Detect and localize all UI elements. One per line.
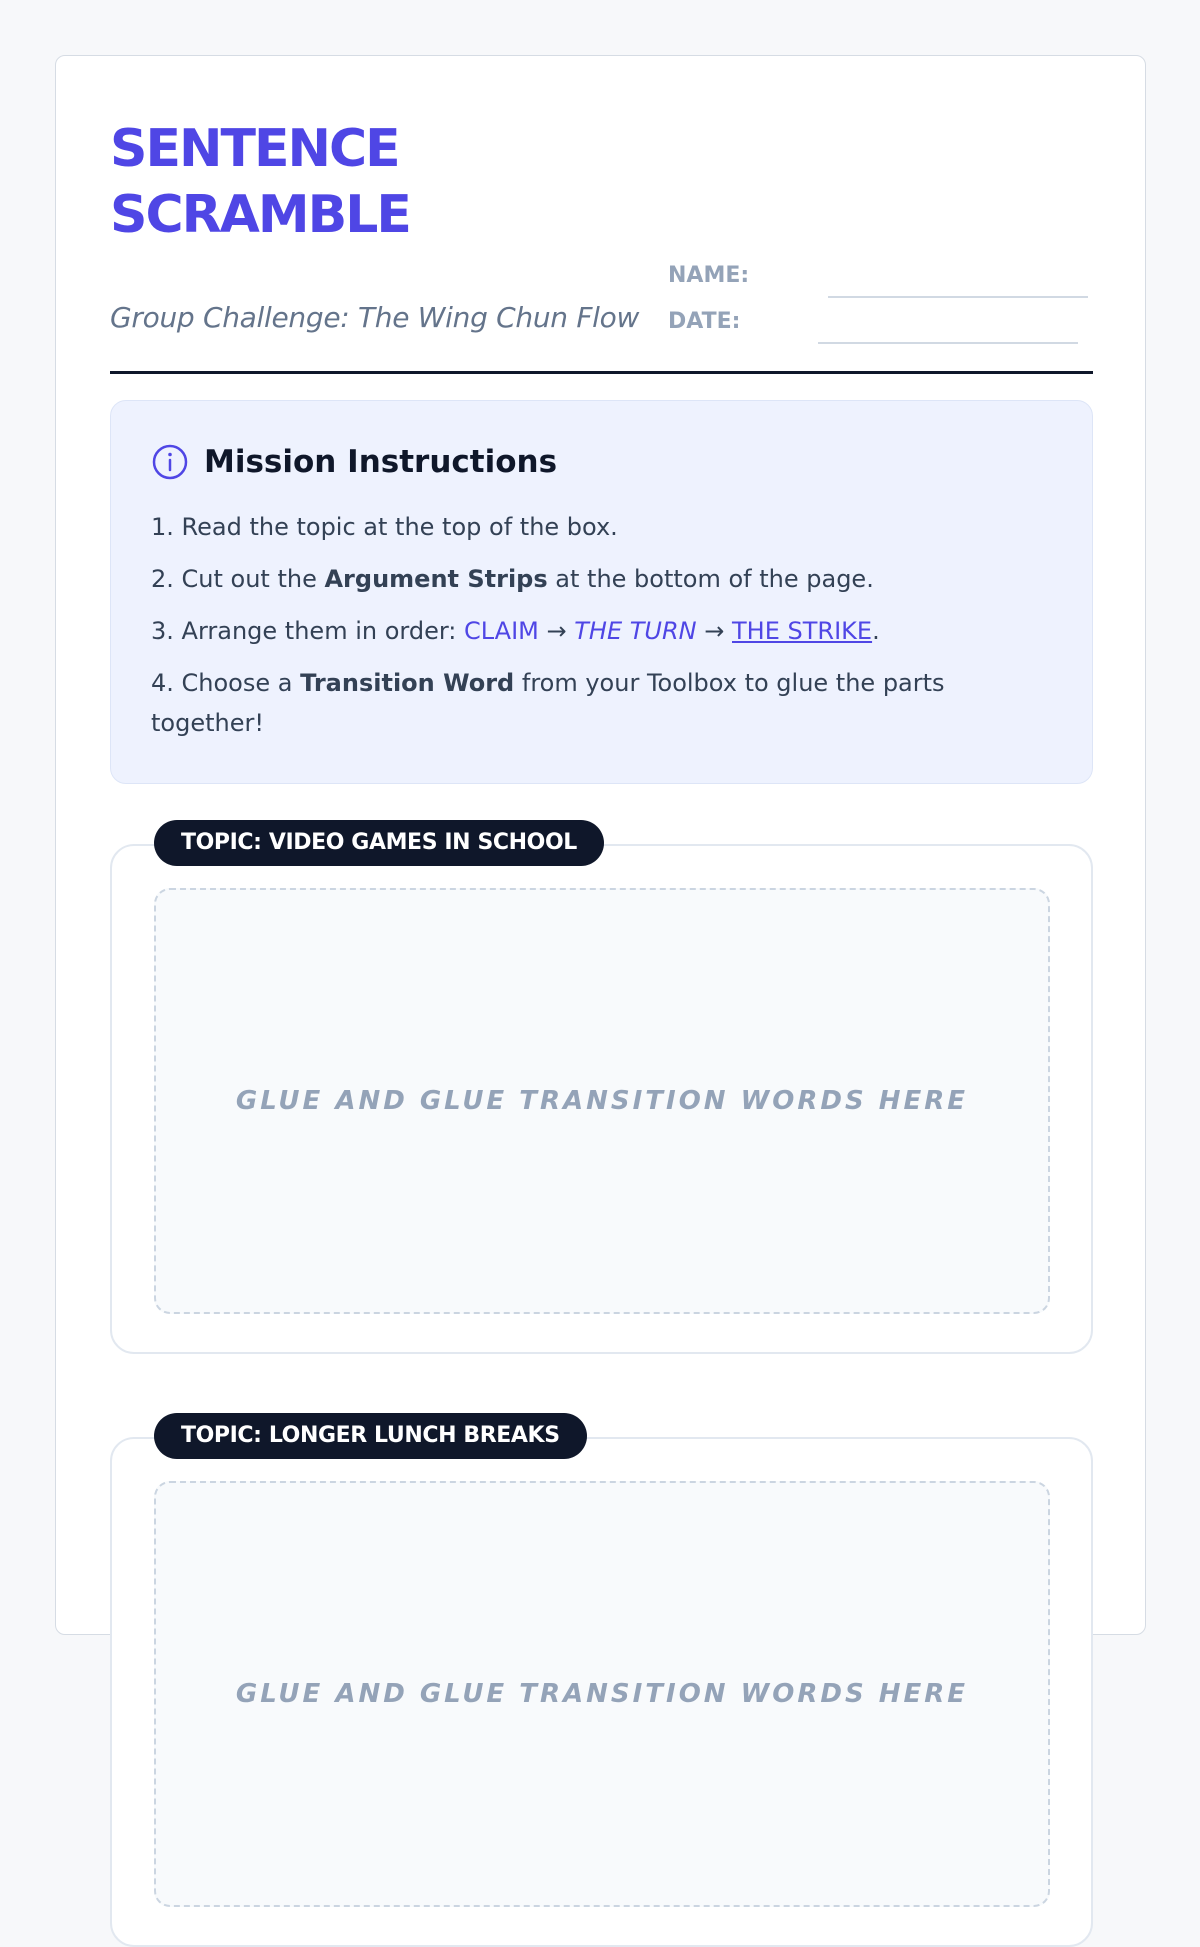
- strike-label: THE STRIKE: [732, 617, 873, 645]
- step-3-text-end: .: [872, 617, 880, 645]
- step-3-text-pre: 3. Arrange them in order:: [151, 617, 464, 645]
- topic-card-lunch-breaks: [110, 1423, 1093, 1947]
- instructions-heading: [151, 443, 557, 481]
- step-1-text: 1. Read the topic at the top of the box.: [151, 513, 618, 541]
- step-2-text-pre: 2. Cut out the: [151, 565, 325, 593]
- arrow-1: →: [538, 617, 575, 645]
- drop-zone-label: GLUE AND GLUE TRANSITION WORDS HERE: [235, 1086, 969, 1116]
- name-label: NAME:: [668, 263, 750, 288]
- topic-card-video-games: [110, 830, 1093, 1354]
- page-subtitle: Group Challenge: The Wing Chun Flow: [110, 301, 640, 334]
- step-4-text-pre: 4. Choose a: [151, 669, 301, 697]
- date-field[interactable]: [818, 342, 1078, 344]
- glue-drop-zone[interactable]: [154, 888, 1050, 1314]
- instructions-box: [110, 400, 1093, 784]
- step-2-text-post: at the bottom of the page.: [547, 565, 874, 593]
- date-label: DATE:: [668, 309, 741, 334]
- instruction-step-4: [151, 663, 1031, 743]
- name-field[interactable]: [828, 296, 1088, 298]
- title-line-2: SCRAMBLE: [110, 185, 410, 245]
- glue-drop-zone[interactable]: [154, 1481, 1050, 1907]
- step-4-text-bold: Transition Word: [300, 669, 515, 697]
- turn-label: THE TURN: [574, 617, 697, 645]
- instruction-step-3: [151, 611, 1031, 651]
- instructions-title: Mission Instructions: [204, 444, 558, 480]
- instructions-list: [151, 507, 1031, 755]
- arrow-2: →: [696, 617, 732, 645]
- page-title: [110, 116, 670, 248]
- worksheet-page: [55, 55, 1146, 1709]
- topic-badge: TOPIC: LONGER LUNCH BREAKS: [154, 1413, 587, 1459]
- step-2-text-bold: Argument Strips: [324, 565, 548, 593]
- claim-label: CLAIM: [464, 617, 539, 645]
- worksheet-header: [110, 116, 1093, 374]
- step-4-text-post: from your Toolbox to glue the parts together!: [151, 669, 945, 737]
- instruction-step-2: [151, 559, 1031, 599]
- header-divider: [110, 371, 1093, 374]
- info-icon: [151, 443, 189, 481]
- drop-zone-label: GLUE AND GLUE TRANSITION WORDS HERE: [235, 1679, 969, 1709]
- instruction-step-1: [151, 507, 1031, 547]
- topic-badge: TOPIC: VIDEO GAMES IN SCHOOL: [154, 820, 604, 866]
- title-line-1: SENTENCE: [110, 119, 399, 179]
